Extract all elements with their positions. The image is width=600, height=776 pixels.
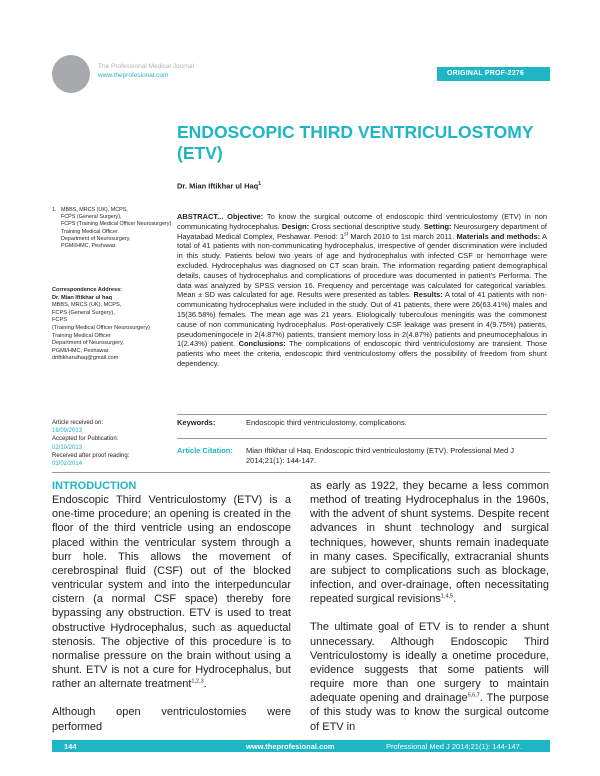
received-label: Article received on: xyxy=(52,420,104,426)
abstract-setting-a: Neurosurgery department of Hayatabad Medical Complex, Peshawar. Period: 1 xyxy=(177,221,547,241)
setting-label: Setting: xyxy=(423,221,452,231)
corr-line: PGMI/HMC, Peshawar. xyxy=(52,347,110,354)
proof-date: 03/02/2014 xyxy=(52,461,83,468)
article-title xyxy=(177,122,557,164)
divider xyxy=(177,414,547,415)
corr-line: Department of Neurosurgery, xyxy=(52,340,125,347)
corr-line: Training Medical Officer xyxy=(52,332,111,339)
correspondence-heading: Correspondence Address: xyxy=(52,287,123,293)
corr-email-link[interactable]: driftikharulhaq@gmail.com xyxy=(52,355,119,362)
journal-url-link[interactable]: www.theprofesional.com xyxy=(98,72,169,79)
journal-logo xyxy=(52,55,90,93)
keywords-text: Endoscopic third ventriculostomy, complications. xyxy=(246,418,407,427)
abstract xyxy=(177,212,547,369)
article-type-badge: ORIGINAL PROF-2276 xyxy=(437,67,550,81)
proof-label: Received after proof reading: xyxy=(52,452,130,459)
abstract-results: A total of 41 patients with non-communicating hydrocephalus were included in the study. Out of 41 patients, there were 26(63.41%) males and 15(36.58%) females. The mean age was 21 years. Etiologically tuberculous meningitis was the commonest cause of non communicating hydrocephalus. Post-operatively CSF leakage was present in 4(9.75%) patients, pseudomeningocele in 2(4.87%) patients, transient memory loss in 2(4.87%) patients and pneumocephalous in 1(2.43%) patient. xyxy=(177,290,547,349)
article-dates xyxy=(52,419,172,468)
corr-line: FCPS xyxy=(52,317,67,324)
correspondence-name: Dr. Mian Iftikhar ul haq xyxy=(52,294,112,301)
author-name xyxy=(177,181,261,191)
correspondence-block xyxy=(52,287,172,363)
conclusions-label: Conclusions: xyxy=(238,339,286,349)
affil-line: Training Medical Officer xyxy=(61,228,118,235)
author-sup: 1 xyxy=(258,181,262,187)
paragraph-text: Endoscopic Third Ventriculostomy (ETV) is a one-time procedure; an opening is created in the floor of the third ventricle using an endoscope placed within the ventricular system through a burr hole. This allows the movement of cerebrospinal fluid (CSF) out of the blocked ventricular system and into the interpeduncular cistern (a normal CSF space) thereby fore bypassing any obstruction. ETV is used to treat obstructive Hydrocephalus, such as aqueductal stenosis. The objective of this procedure is to normalise pressure on the brain without using a shunt. ETV is not a cure for Hydrocephalus, but rather an alternate treatment xyxy=(52,494,291,691)
corr-line: FCPS (General Surgery), xyxy=(52,309,115,316)
accepted-date: 02/10/2013 xyxy=(52,444,83,451)
body-paragraph: Although open ventriculostomies were performed xyxy=(52,706,291,733)
affil-line: FCPS (General Surgery), xyxy=(61,214,122,221)
affil-number: 1. xyxy=(52,207,57,213)
design-label: Design: xyxy=(281,221,310,231)
paragraph-text: The ultimate goal of ETV is to render a shunt unnecessary. Although Endoscopic Third Ventriculostomy is ideally a onetime procedure, evidence suggests that some patients will require more than one surgery to maintain adequate opening and drainage xyxy=(310,621,549,705)
journal-name: The Professional Medical Journal xyxy=(98,63,195,70)
citation-label: Article Citation: xyxy=(177,446,233,455)
body-column-left xyxy=(52,479,291,734)
abstract-design: Cross sectional descriptive study. xyxy=(309,221,424,231)
abstract-conclusions: The complications of endoscopic third ventriculostomy are transient. Those patients who meet the criteria, endoscopic third ventriculostomy offers the possibility of freedom from shunt dependency. xyxy=(177,339,547,368)
results-label: Results: xyxy=(413,290,443,300)
divider xyxy=(52,472,550,473)
affil-line: MBBS, MRCS (UK), MCPS, xyxy=(61,207,128,213)
citation-sup: 1,2,3 xyxy=(191,678,204,685)
corr-line: MBBS, MRCS (UK), MCPS, xyxy=(52,302,122,309)
title-line-1: ENDOSCOPIC THIRD VENTRICULOSTOMY xyxy=(177,122,534,142)
page-number: 144 xyxy=(64,742,77,751)
affil-line: PGMI/HMC, Peshawar. xyxy=(61,243,117,250)
affil-line: FCPS (Training Medical Officer Neurosurgery) xyxy=(61,221,172,228)
body-paragraph xyxy=(310,620,549,733)
accepted-label: Accepted for Publication: xyxy=(52,436,119,443)
citation-sup: 5,6,7 xyxy=(467,692,480,699)
body-paragraph: as early as 1922, they became a less common method of treating Hydrocephalus in the 1960s, with the advent of shunt systems. Despite recent advances in shunt technology and surgical techniques, however, shunts remain inadequate in many cases. Specifically, extracranial shunts are subject to complications such as blockage, infection, and over-drainage, often necessitating repeated surgical revisions$^{1,4,5}$. xyxy=(310,480,549,606)
body-paragraph: Endoscopic Third Ventriculostomy (ETV) is a one-time procedure; an opening is created in the floor of the third ventricle using an endoscope placed within the ventricular system through a burr hole. This allows the movement of cerebrospinal fluid (CSF) out of the blocked ventricular system and into the interpeduncular cistern (a normal CSF space) thereby fore bypassing any obstruction. ETV is used to treat obstructive Hydrocephalus, such as aqueductal stenosis. The objective of this procedure is to normalise pressure on the brain without using a shunt. ETV is not a cure for Hydrocephalus, but rather an alternate treatment$^{1,2,3}$. xyxy=(52,494,291,691)
body-column-right xyxy=(310,479,549,734)
received-date: 16/09/2013 xyxy=(52,428,83,435)
paragraph-text: . The purpose of this study was to know the surgical outcome of ETV in xyxy=(310,692,549,733)
abstract-setting-b: March 2010 to 1st march 2011. xyxy=(348,231,457,241)
abstract-objective: To know the surgical outcome of endoscopic third ventriculostomy (ETV) in non communicating hydrocephalus. xyxy=(177,212,548,231)
author-affiliation xyxy=(52,207,172,250)
corr-line: (Training Medical Officer Neurosurgery) xyxy=(52,324,150,331)
citation-text: Mian Iftikhar ul Haq. Endoscopic third ventriculostomy (ETV). Professional Med J 2014;21(1): 144-147. xyxy=(246,446,515,466)
footer-citation: Professional Med J 2014;21(1): 144-147. xyxy=(386,742,522,751)
materials-label: Materials and methods: xyxy=(456,231,541,241)
footer-url-link[interactable]: www.theprofesional.com xyxy=(246,742,335,751)
setting-sup: st xyxy=(344,231,349,238)
citation-sup: 1,4,5 xyxy=(440,593,454,600)
abstract-heading: ABSTRACT... Objective: xyxy=(177,212,264,221)
title-line-2: (ETV) xyxy=(177,143,223,163)
paragraph-text: as early as 1922, they became a less common method of treating Hydrocephalus in the 1960s, with the advent of shunt systems. Despite recent advances in shunt technology and surgical techniques, however, shunts remain inadequate in many cases. Specifically, extracranial shunts are subject to complications such as blockage, infection, and over-drainage, often necessitating repeated surgical revisions xyxy=(310,480,549,606)
divider xyxy=(177,438,547,439)
affil-line: Department of Neurosurgery, xyxy=(61,235,131,242)
abstract-materials: A total of 41 patients with non-communicating hydrocephalus, irrespective of gender discrimination were included in this study. Patients below two years of age and hydrocephalus with infected CSF or hemorrhage were excluded. Hydrocephalus was diagnosed on CT scan brain. The information regarding patient demographical details, causes of hydrocephalus and complications of procedure was documented in patient’s Performa. The data was analyzed by SPSS version 16. Frequency and percentage was calculated for categorical variables. Mean ± SD was calculated for age. Results were presented as tables. xyxy=(177,231,547,300)
author-text: Dr. Mian Iftikhar ul Haq xyxy=(177,181,259,191)
introduction-heading: INTRODUCTION xyxy=(52,480,137,492)
keywords-label: Keywords: xyxy=(177,418,216,427)
